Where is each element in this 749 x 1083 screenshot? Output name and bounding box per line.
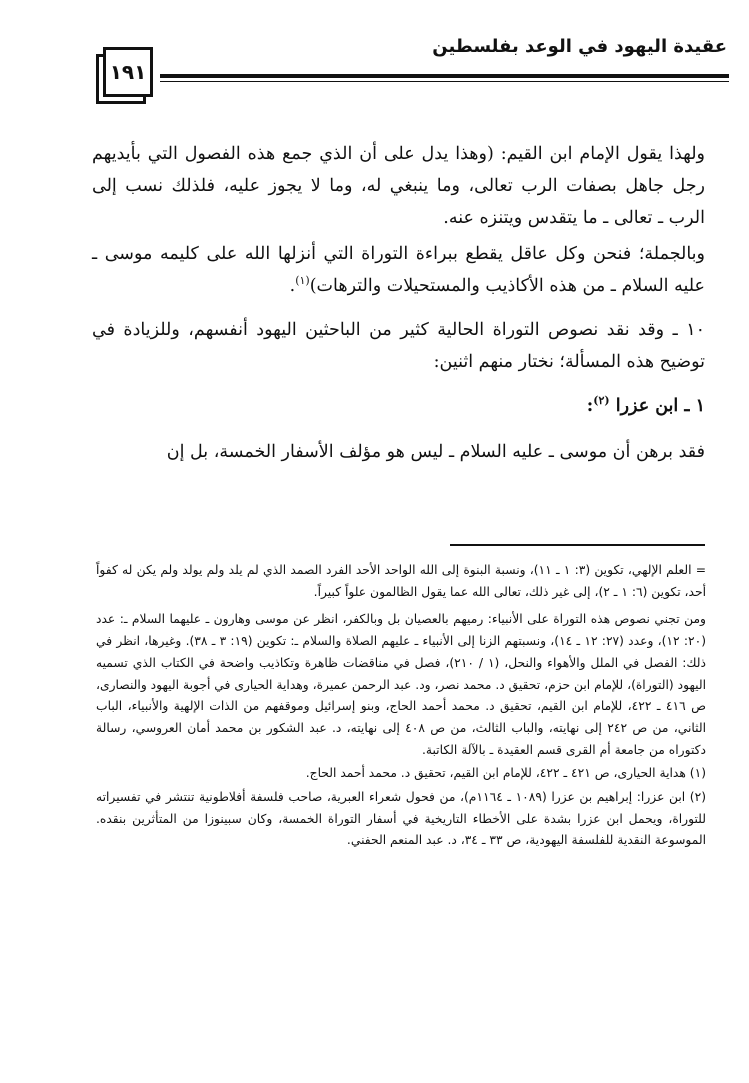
header-rule-thin	[160, 81, 729, 82]
footnote-1: (١) هداية الحيارى، ص ٤٢١ ـ ٤٢٢، للإمام ابن القيم، تحقيق د. محمد أحمد الحاج.	[305, 766, 706, 781]
footnote-ref-1[interactable]: (١)	[295, 274, 310, 288]
footnote-2: (٢) ابن عزرا: إبراهيم بن عزرا (١٠٨٩ ـ ١١٦٤م)، من فحول شعراء العبرية، صاحب فلسفة أفلاطونية تنتشر في تفسيراته للتوراة، ويحمل ابن عزرا بشدة على الأخطاء التاريخية في أسفار التوراة الخمسة، وكان سبينوزا من المتأثرين بنقده. الموسوعة النقدية للفلسفة اليهودية، ص ٣٣ ـ ٣٤، د. عبد المنعم الحفني.	[96, 790, 706, 848]
footnote-ref-2[interactable]: (٢)	[593, 394, 610, 408]
subheading-colon: :	[586, 396, 594, 416]
paragraph-quote-start: ولهذا يقول الإمام ابن القيم: (وهذا يدل على أن الذي جمع هذه الفصول التي بأيديهم رجل جاهل بصفات الرب تعالى، وما ينبغي له، وما لا يجوز عليه، فلذلك نسب إلى الرب ـ تعالى ـ ما يتقدس ويتنزه عنه.	[92, 144, 705, 228]
paragraph-quote-end	[92, 238, 705, 302]
footnotes	[96, 560, 706, 854]
main-text	[92, 138, 705, 480]
subheading-ibn-ezra	[92, 390, 705, 422]
footnote-continuation: ومن تجني نصوص هذه التوراة على الأنبياء: رميهم بالعصيان بل وبالكفر، انظر عن موسى وهارون ـ عليهما السلام ـ: عدد (٢٠: ١٢)، وعدد (٢٧: ١٢ ـ ١٤)، ونسبتهم الزنا إلى الأنبياء ـ عليهم الصلاة والسلام ـ: تكوين (١٩: ٣ ـ ٣٨). وغيرها، انظر في ذلك: الفصل في الملل والأهواء والنحل، (١ / ٢١٠)، فصل في مناقضات ظاهرة وتكاذيب واضحة في الكتاب الذي تسميه اليهود (التوراة)، للإمام ابن حزم، تحقيق د. محمد نصر، ود. عبد الرحمن عميرة، وهداية الحيارى في أجوبة اليهود والنصارى، ص ٤١٦ ـ ٤٢٢، للإمام ابن القيم، تحقيق د. محمد أحمد الحاج، وبنو إسرائيل وموقفهم من الذات الإلهية والأنبياء، الباب الثاني، من ص ٢٤٢ إلى نهايته، والباب الثالث، من ص ٤٠٨ إلى نهايته، د. عبد الشكور بن محمد أمان العروسي، رسالة دكتوراه من جامعة أم القرى قسم العقيدة ـ بالآلة الكاتبة.	[96, 612, 707, 757]
paragraph-end-punct: .	[289, 276, 296, 296]
running-header-title: عقيدة اليهود في الوعد بفلسطين	[432, 36, 727, 57]
footnote-continuation: = العلم الإلهي، تكوين (٣: ١ ـ ١١)، ونسبة البنوة إلى الله الواحد الأحد الفرد الصمد الذي لم يلد ولم يولد ولم يكن له كفواً أحد، تكوين (٦: ١ ـ ٢)، إلى غير ذلك، تعالى الله عما يقول الظالمون علواً كبيراً.	[96, 563, 706, 599]
header-rule-thick	[160, 74, 729, 78]
paragraph-point-10: ١٠ ـ وقد نقد نصوص التوراة الحالية كثير من الباحثين اليهود أنفسهم، وللزيادة في توضيح هذه المسألة؛ نختار منهم اثنين:	[92, 320, 705, 372]
footnote-separator	[450, 544, 705, 546]
paragraph-text: وبالجملة؛ فنحن وكل عاقل يقطع ببراءة التوراة التي أنزلها الله على كليمه موسى ـ عليه السلام ـ من هذه الأكاذيب والمستحيلات والترهات)	[92, 244, 705, 296]
page-number: ١٩١	[103, 47, 153, 97]
paragraph-proof: فقد برهن أن موسى ـ عليه السلام ـ ليس هو مؤلف الأسفار الخمسة، بل إن	[166, 442, 705, 462]
subheading-text: ١ ـ ابن عزرا	[615, 396, 705, 416]
